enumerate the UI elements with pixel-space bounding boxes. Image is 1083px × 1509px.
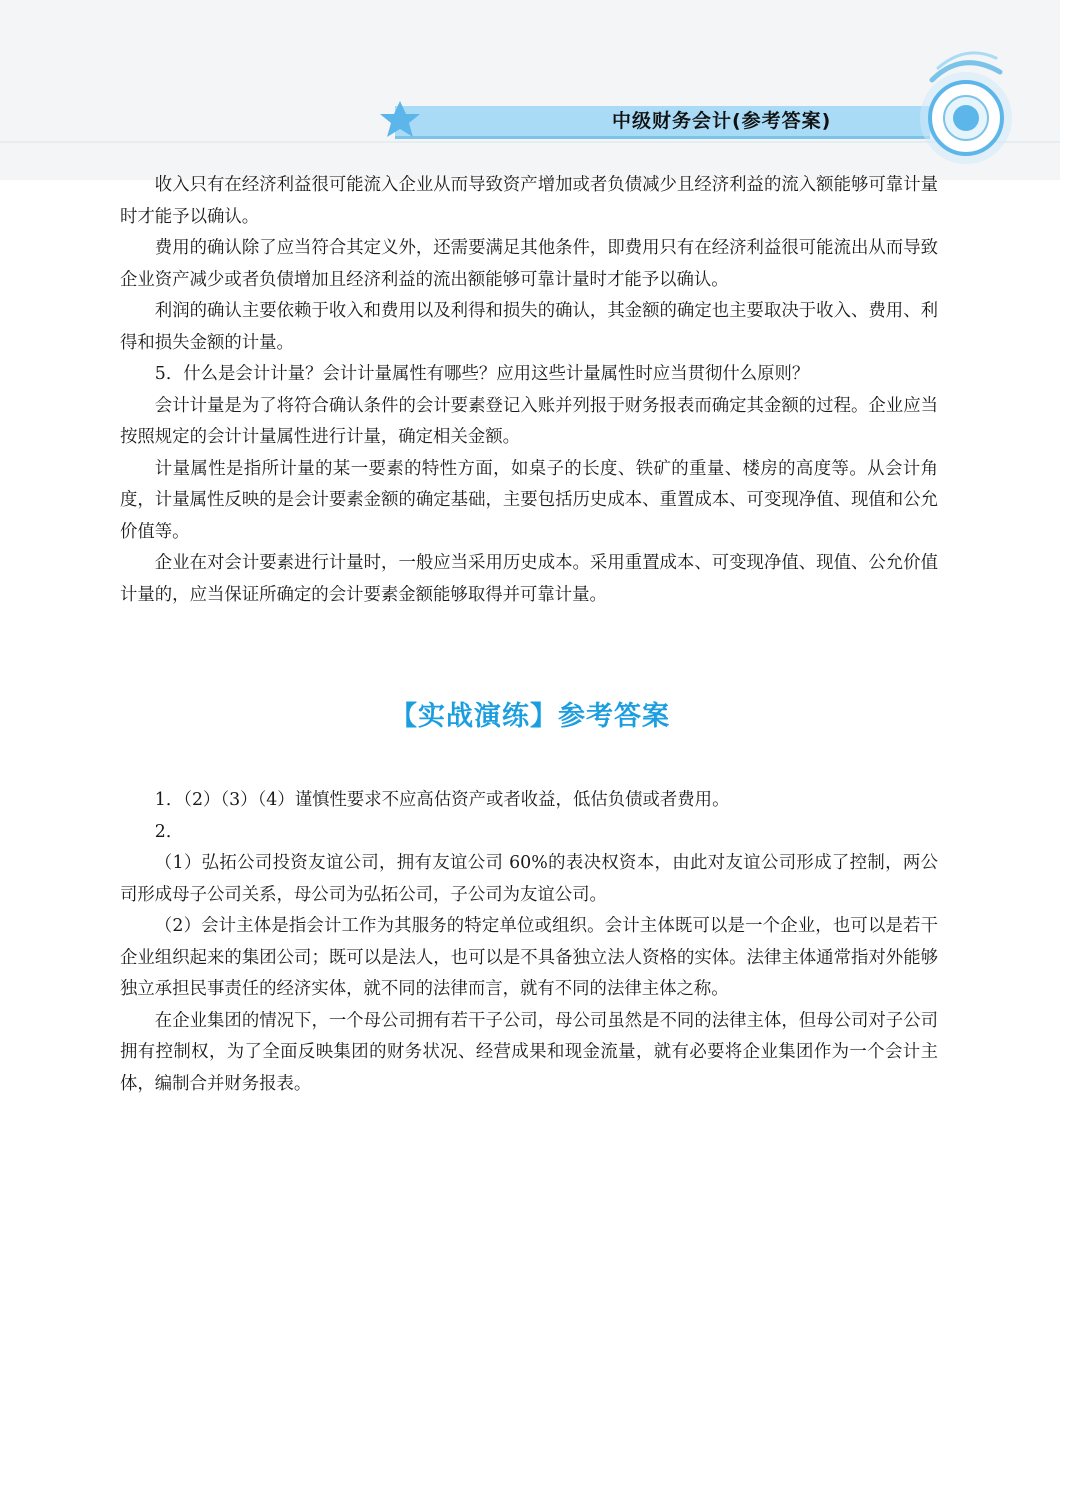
header-decoration — [0, 0, 1083, 180]
body-text — [120, 170, 938, 611]
question-5: 5．什么是会计计量？会计计量属性有哪些？应用这些计量属性时应当贯彻什么原则？ — [154, 364, 810, 384]
answer-2-part-1: （1）弘拓公司投资友谊公司，拥有友谊公司 60%的表决权资本，由此对友谊公司形成了控制，两公司形成母子公司关系，母公司为弘拓公司，子公司为友谊公司。 — [120, 853, 938, 905]
badge-dot — [953, 105, 979, 131]
header-title: 中级财务会计(参考答案) — [612, 110, 832, 132]
answer-2-conclusion: 在企业集团的情况下，一个母公司拥有若干子公司，母公司虽然是不同的法律主体，但母公司对子公司拥有控制权，为了全面反映集团的财务状况、经营成果和现金流量，就有必要将企业集团作为一个会计主体，编制合并财务报表。 — [120, 1010, 938, 1094]
paragraph-income-recognition: 收入只有在经济利益很可能流入企业从而导致资产增加或者负债减少且经济利益的流入额能够可靠计量时才能予以确认。 — [120, 175, 938, 227]
answer-1: 1．（2）（3）（4）谨慎性要求不应高估资产或者收益，低估负债或者费用。 — [154, 790, 730, 810]
answer-text — [120, 785, 938, 1100]
paragraph-profit-recognition: 利润的确认主要依赖于收入和费用以及利得和损失的确认，其金额的确定也主要取决于收入、费用、利得和损失金额的计量。 — [120, 301, 938, 353]
paragraph-expense-recognition: 费用的确认除了应当符合其定义外，还需要满足其他条件，即费用只有在经济利益很可能流出从而导致企业资产减少或者负债增加且经济利益的流出额能够可靠计量时才能予以确认。 — [120, 238, 938, 290]
answer-2: 2． — [154, 821, 184, 842]
answer-2-part-2: （2）会计主体是指会计工作为其服务的特定单位或组织。会计主体既可以是一个企业，也可以是若干企业组织起来的集团公司；既可以是法人，也可以是不具备独立法人资格的实体。法律主体通常指对外能够独立承担民事责任的经济实体，就不同的法律而言，就有不同的法律主体之称。 — [120, 916, 938, 999]
section-title: 【实战演练】参考答案 — [390, 701, 670, 732]
paragraph-measurement-attributes: 计量属性是指所计量的某一要素的特性方面，如桌子的长度、铁矿的重量、楼房的高度等。从会计角度，计量属性反映的是会计要素金额的确定基础，主要包括历史成本、重置成本、可变现净值、现值和公允价值等。 — [120, 458, 938, 542]
paragraph-measurement-principle: 企业在对会计要素进行计量时，一般应当采用历史成本。采用重置成本、可变现净值、现值、公允价值计量的，应当保证所确定的会计要素金额能够取得并可靠计量。 — [120, 553, 938, 605]
header-bar-edge — [395, 136, 930, 139]
paragraph-measurement-definition: 会计计量是为了将符合确认条件的会计要素登记入账并列报于财务报表而确定其金额的过程。企业应当按照规定的会计计量属性进行计量，确定相关金额。 — [120, 395, 938, 447]
